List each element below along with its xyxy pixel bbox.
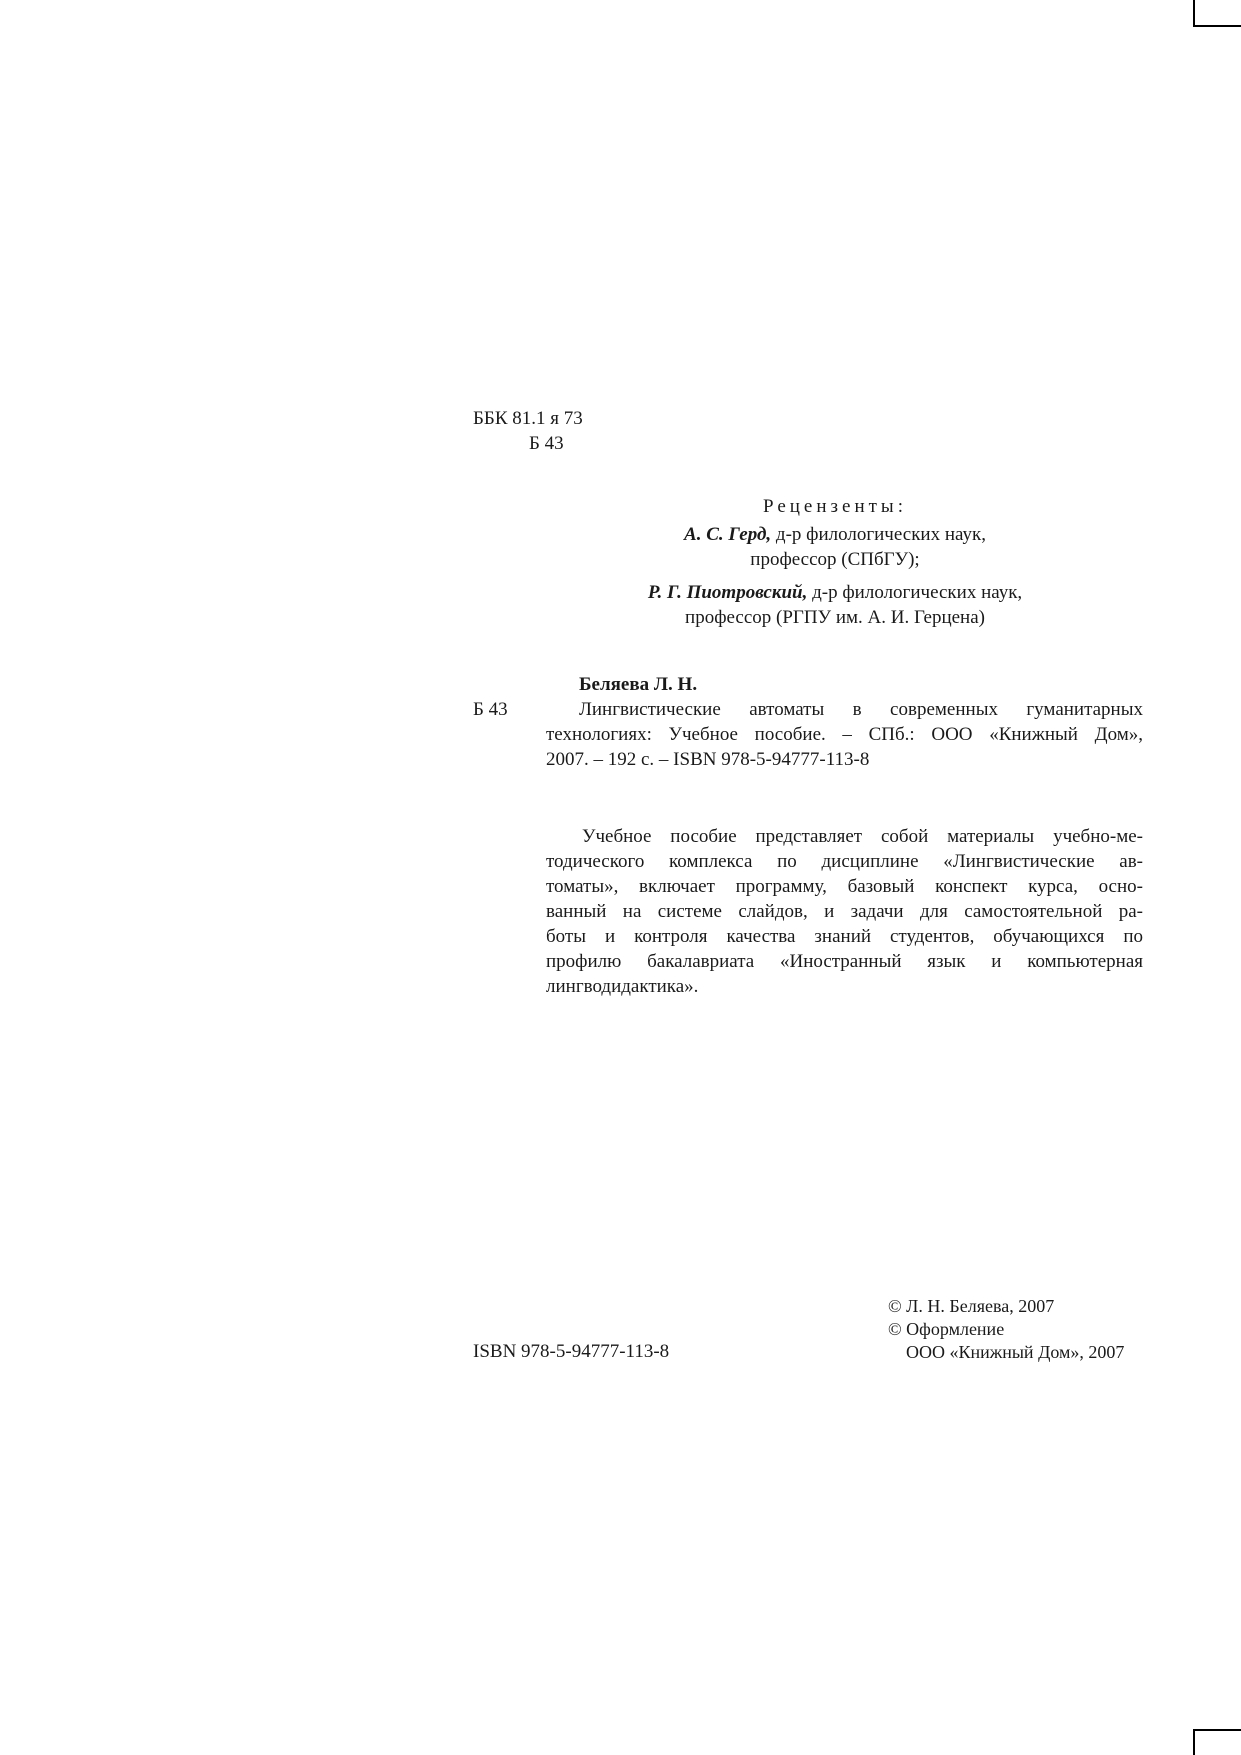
crop-mark-top-horizontal xyxy=(1193,25,1241,27)
entry-line-3: 2007. – 192 с. – ISBN 978-5-94777-113-8 xyxy=(546,749,870,770)
abstract-line: профилю бакалавриата «Иностранный язык и компьютерная xyxy=(546,951,1143,972)
bbk-index: ББК 81.1 я 73 xyxy=(473,408,583,429)
reviewer-2-position: профессор (РГПУ им. А. И. Герцена) xyxy=(685,607,985,628)
entry-mark: Б 43 xyxy=(473,699,508,720)
copyright-line-3: ООО «Книжный Дом», 2007 xyxy=(906,1342,1125,1362)
abstract-line: тодического комплекса по дисциплине «Лингвистические ав- xyxy=(546,851,1143,872)
entry-line-1: Лингвистические автоматы в современных гуманитарных xyxy=(579,699,1143,720)
reviewer-2-name: Р. Г. Пиотровский, xyxy=(647,582,808,603)
reviewer-1-degree: д-р филологических наук, xyxy=(771,524,986,545)
abstract-line: Учебное пособие представляет собой материалы учебно-ме- xyxy=(582,826,1143,847)
crop-mark-bottom-vertical xyxy=(1193,1729,1195,1755)
reviewer-1-name: А. С. Герд, xyxy=(684,524,772,545)
abstract-line: боты и контроля качества знаний студентов, обучающихся по xyxy=(546,926,1143,947)
entry-line-2: технологиях: Учебное пособие. – СПб.: ООО «Книжный Дом», xyxy=(546,724,1143,745)
abstract-line: ванный на системе слайдов, и задачи для самостоятельной ра- xyxy=(546,901,1143,922)
copyright-line-1: © Л. Н. Беляева, 2007 xyxy=(888,1296,1055,1316)
abstract xyxy=(546,824,1143,999)
entry-author: Беляева Л. Н. xyxy=(579,674,698,695)
reviewer-1 xyxy=(590,522,1080,572)
crop-mark-top-vertical xyxy=(1193,0,1195,26)
copyright-line-2: © Оформление xyxy=(888,1319,1005,1339)
isbn: ISBN 978-5-94777-113-8 xyxy=(473,1341,670,1362)
crop-mark-bottom-horizontal xyxy=(1193,1729,1241,1731)
abstract-line: лингводидактика». xyxy=(546,976,699,997)
reviewer-1-line xyxy=(590,522,1080,547)
abstract-line: томаты», включает программу, базовый конспект курса, осно- xyxy=(546,876,1143,897)
reviewer-1-position: профессор (СПбГУ); xyxy=(750,549,920,570)
reviewer-2-line xyxy=(590,580,1080,605)
reviewer-2-degree: д-р филологических наук, xyxy=(807,582,1023,603)
author-mark: Б 43 xyxy=(529,433,564,454)
reviewers-heading: Рецензенты: xyxy=(763,496,907,517)
reviewer-2 xyxy=(590,580,1080,630)
